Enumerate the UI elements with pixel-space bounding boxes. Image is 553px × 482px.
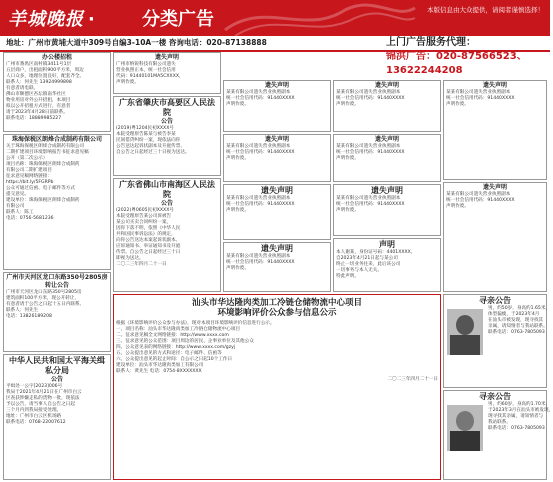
text-line: 联系电话：0763-7805093	[488, 426, 545, 431]
text-line: 五层商户，出租面积900平方米，周边	[6, 68, 84, 73]
ad-office-lease	[3, 52, 111, 132]
text-line: (2022)粤0605民初XXXX号	[116, 208, 174, 213]
text-line: 四、公众意见表的网络链接：http://www.xxxx.com/gzyj	[116, 345, 236, 350]
agent-label: 上门广告服务代理：	[386, 37, 476, 48]
text-line: 公开（第二次公示）	[6, 156, 48, 161]
text-line: 终止一切业务往来，此后该公司	[336, 262, 401, 267]
text-line: 公告送达起诉状副本及开庭传票，	[116, 144, 185, 149]
ad-body	[6, 62, 108, 92]
text-line: 某某有限公司遗失营业执照副本	[446, 192, 511, 197]
text-line: 本人谢某，身份证号码：4401XXXX，	[336, 250, 416, 255]
text-line: 有限公司	[6, 204, 25, 209]
text-line: 有限公司二期扩建项目	[6, 168, 52, 173]
ad-body	[116, 321, 438, 375]
ad-title: 广东省佛山市南海区人民法院	[119, 180, 215, 199]
ad-body	[336, 90, 438, 108]
text-line: 传票。自公告之日起经过三十日	[116, 250, 181, 255]
text-line: 统一社会信用代码：91440XXXX	[336, 96, 405, 101]
ad-date: 二〇二三年四月二十一日	[387, 377, 438, 382]
text-line: 声明作废。	[226, 266, 249, 271]
text-line: 提交意见。	[6, 192, 29, 197]
ad-title: 遗失声明	[154, 54, 179, 61]
text-line: 二〇二三年四月二十一日	[116, 262, 167, 267]
ad-subtitle: 公告	[160, 200, 173, 207]
ad-body	[6, 290, 108, 320]
text-line: 有意者请电联。	[6, 86, 39, 91]
ad-title: 寻亲公告	[479, 296, 511, 305]
text-line: 某某有限公司遗失营业执照副本	[226, 254, 291, 259]
text-line: 建设单位：珠海保税区朗烽合成制药	[6, 198, 80, 203]
text-line: 联系人：陈工	[6, 210, 34, 215]
ad-body	[116, 208, 218, 268]
text-line: 平缉处一公字[2023]006号	[6, 384, 63, 389]
ad-subtitle: 转让公告	[44, 282, 69, 289]
text-line: 广州市番禺区南村镇3411号1层	[6, 62, 72, 67]
ad-body	[116, 62, 218, 86]
text-line: 向你公告送达本案起诉状副本、	[116, 238, 181, 243]
text-line: 联系人：何先生 13924999898	[6, 80, 72, 85]
ad-body	[336, 250, 438, 280]
ad-body-2	[6, 92, 108, 122]
text-line: 某某有限公司遗失营业执照副本	[226, 196, 291, 201]
text-line: 广州市天河区龙口东路350号2805房	[6, 290, 82, 295]
text-line: 区查获涉嫌走私的货物一批，现依法	[6, 396, 80, 401]
text-line: 自公告之日起经过三十日视为送达。	[116, 150, 190, 155]
text-line: 公众可通过信函、电子邮件等方式	[6, 186, 75, 191]
text-line: 声明作废。	[336, 156, 359, 161]
text-line: 有意者请于公告之日起十五日内联系。	[6, 302, 85, 307]
disclaimer-notice: 本版信息由大众提供，请阅者谨慎选择！	[427, 6, 544, 14]
ad-body	[446, 90, 544, 108]
text-line: 本院受理原告某公司诉被告	[116, 214, 172, 219]
person-photo-2	[447, 405, 483, 451]
text-line: 本院受理原告陈某与被告李某	[116, 132, 176, 137]
agent-info	[386, 36, 546, 76]
text-line: 五、公众提出意见的方式和途径：电子邮件、信函等	[116, 351, 222, 356]
ad-title: 广州市天河区龙口东路350号2805房	[6, 274, 108, 281]
text-line: 声明作废。	[336, 208, 359, 213]
text-line: 统一社会信用代码：91440XXXX	[446, 198, 515, 203]
ad-body	[488, 402, 553, 432]
text-line: 电话：0756-5681236	[6, 216, 54, 221]
ad-subtitle: 公告	[50, 376, 63, 383]
text-line: 我局于2021年4月21日在广州市白云	[6, 390, 82, 395]
ad-loss-6	[333, 80, 441, 132]
ad-body	[226, 254, 328, 272]
text-line: 声明作废。	[116, 80, 139, 85]
text-line: 二期扩建项目环境影响报告书征求意见稿	[6, 150, 89, 155]
text-line: 声明作废。	[226, 102, 249, 107]
person-photo-1	[447, 309, 483, 355]
ad-subtitle: 公告	[160, 118, 173, 125]
ad-body	[6, 144, 108, 222]
ad-transfer-notice	[3, 272, 111, 352]
text-line: 统一社会信用代码：91440XXXX	[336, 202, 405, 207]
ad-missing-person-1	[443, 294, 551, 388]
text-line: 统一社会信用代码：91440XXXX	[226, 260, 295, 265]
agent-phone: 锦洪广告：020-87566523、13622244208	[386, 51, 527, 76]
ad-title: 遗失声明	[261, 244, 293, 253]
ad-body	[336, 144, 438, 162]
text-line: 特此声明。	[336, 274, 359, 279]
text-line: 统一社会信用代码：91440XXXX	[226, 96, 295, 101]
text-line: 请于2023年4月28日前联系。	[6, 110, 68, 115]
ad-body	[226, 144, 328, 162]
ad-court-gaoyao	[113, 96, 221, 176]
ad-loss-1	[113, 52, 221, 94]
text-line: 项目名称：珠海保税区朗烽合成制药	[6, 162, 80, 167]
text-line: 我站联系。	[488, 420, 511, 425]
text-line: 二、征求意见稿全文网络链接：http://www.xxxx.com	[116, 333, 229, 338]
ad-body	[446, 192, 544, 210]
ad-body	[116, 126, 218, 156]
section-title: 分类广告	[142, 9, 214, 30]
address-bar: 地址：广州市黄埔大道中309号自编3-10A一楼 咨询电话：020-87138888	[0, 36, 550, 52]
ad-title: 遗失声明	[374, 136, 399, 143]
ad-body	[488, 306, 551, 336]
text-line: 征求意见稿网络链接：	[6, 174, 52, 179]
text-line: 地址：广州市白云区机场路	[6, 414, 62, 419]
text-line: 某某有限公司遗失营业执照副本	[336, 144, 401, 149]
ad-title: 广东省肇庆市高要区人民法院	[119, 98, 215, 117]
ad-title: 遗失声明	[482, 184, 507, 191]
text-line: 声明作废。	[336, 102, 359, 107]
text-line: 统一社会信用代码：91440XXXX	[446, 96, 515, 101]
ad-body	[226, 90, 328, 108]
ad-loss-3	[223, 134, 331, 182]
ad-loss-7	[333, 134, 441, 182]
ad-environmental-notice	[113, 294, 441, 480]
text-line: 某某有限公司遗失营业执照副本	[336, 90, 401, 95]
text-line: 声明作废。	[226, 208, 249, 213]
text-line: 某某有限公司遗失营业执照副本	[226, 144, 291, 149]
ad-title: 遗失声明	[371, 186, 403, 195]
ad-loss-10	[443, 182, 547, 292]
text-line: 联系电话：18889985227	[6, 116, 62, 121]
text-line: 联系电话：0768-22007612	[6, 420, 66, 425]
ad-title: 遗失声明	[264, 82, 289, 89]
ad-statement	[333, 238, 441, 292]
text-line: 一切事务与本人无关。	[336, 268, 382, 273]
text-line: 营业执照正本，统一社会信用	[116, 68, 176, 73]
ad-title: 声明	[379, 240, 395, 249]
text-line: 广州市纳锐科技有限公司遗失	[116, 62, 176, 67]
text-line: 在汕头市被发现，现寻找其	[488, 318, 544, 323]
ad-court-nanhai	[113, 178, 221, 292]
text-line: (2019)粤1204民初XXXX号	[116, 126, 174, 131]
text-line: 某公司买卖合同纠纷一案，	[116, 220, 172, 225]
text-line: 某某有限公司遗失营业执照副本	[446, 90, 511, 95]
ad-customs-notice	[3, 354, 111, 480]
text-line: 佛山市顺德区杏坛镇南华社区	[6, 92, 66, 97]
text-line: 声明作废。	[226, 156, 249, 161]
brand-logo: 羊城晚报 ·	[8, 9, 96, 30]
decorative-swirl	[225, 0, 415, 36]
ad-body	[336, 196, 438, 214]
text-line: 联系人：黄先生 电话：0754-8XXXXXXX	[116, 369, 202, 374]
text-line: 男，约60岁，身高约1.70米，	[488, 402, 551, 407]
text-line: 于2023年3月在汕头市被发现，	[488, 408, 553, 413]
ad-title: 遗失声明	[482, 82, 507, 89]
ad-missing-person-2	[443, 390, 553, 480]
text-line: 现寻找其亲属，请知情者与	[488, 414, 544, 419]
ad-loss-8	[333, 184, 441, 236]
ad-loss-2	[223, 80, 331, 132]
ad-body	[6, 384, 108, 426]
text-line: 声明作废。	[446, 204, 469, 209]
ad-title: 遗失声明	[261, 186, 293, 195]
text-line: 予以公告，请当事人自公告之日起	[6, 402, 75, 407]
text-line: 共和国民事诉讼法》的规定，	[116, 232, 176, 237]
ad-body	[226, 196, 328, 214]
ad-title: 遗失声明	[374, 82, 399, 89]
ad-loss-4	[223, 184, 331, 240]
text-line: 关于珠海保税区朗烽合成制药有限公司	[6, 144, 85, 149]
text-line: 联系人：何先生	[6, 308, 39, 313]
ad-pharma-notice	[3, 134, 111, 270]
text-line: 根据《环境影响评价公众参与办法》，现对本项目环境影响评价信息进行公示。	[116, 321, 275, 326]
text-line: 建设单位：汕头市华达隆肉类加工有限公司	[116, 363, 204, 368]
text-line: 六、公众提出意见的起止时间：自公示之日起10个工作日	[116, 357, 233, 362]
text-line: 联系电话：0763-7805093	[488, 330, 545, 335]
text-line: https://bit.ly/5FGRPb	[6, 180, 54, 185]
text-line: 统一社会信用代码：91440XXXX	[336, 150, 405, 155]
text-line: 因你下落不明，依照《中华人民	[116, 226, 181, 231]
ad-title: 汕头市华达隆肉类加工冷链仓储物流中心项目	[191, 298, 362, 308]
text-line: 三个月内到我局接受处理。	[6, 408, 62, 413]
text-line: 体型偏瘦，于2023年4月	[488, 312, 540, 317]
text-line: 代码：91440101MA5CXXXX，	[116, 74, 184, 79]
text-line: 亲属，请知情者与我站联系。	[488, 324, 548, 329]
ad-title: 遗失声明	[264, 136, 289, 143]
text-line: 某某有限公司遗失营业执照副本	[226, 90, 291, 95]
text-line: 民间借贷纠纷一案，现依法向你	[116, 138, 181, 143]
text-line: 建筑面积100平方米，现公开转让，	[6, 296, 80, 301]
text-line: 拟以公开招租方式进行，有意者	[6, 104, 71, 109]
text-line: 男，约50岁，身高约1.65米，	[488, 306, 551, 311]
ad-title: 中华人民共和国太平海关缉私分局	[9, 356, 105, 375]
text-line: 即视为送达。	[116, 256, 144, 261]
text-line: 物业用房对外公开招租，本项目	[6, 98, 71, 103]
ad-title: 珠海保税区朗烽合成制药有限公司	[11, 136, 102, 143]
ad-loss-5	[223, 242, 331, 292]
text-line: 应诉通知书、举证通知书及开庭	[116, 244, 181, 249]
text-line: 三、征求意见的公众范围：项目周边的居民、企事业单位及其他公众	[116, 339, 254, 344]
text-line: 统一社会信用代码：91440XXXX	[226, 202, 295, 207]
text-line: 声明作废。	[446, 102, 469, 107]
ad-title: 办公楼招租	[41, 54, 72, 61]
text-line: 电话：13826189208	[6, 314, 52, 319]
ad-loss-9	[443, 80, 547, 180]
text-line: 某某有限公司遗失营业执照副本	[336, 196, 401, 201]
text-line: 自2023年4月21日起与某公司	[336, 256, 398, 261]
ad-title: 寻亲公告	[479, 392, 511, 401]
masthead	[0, 0, 550, 36]
ad-subtitle: 环境影响评价公众参与信息公示	[217, 308, 337, 318]
text-line: 一、项目名称：汕头市华达隆肉类加工冷链仓储物流中心项目	[116, 327, 241, 332]
text-line: 人口众多，地理位置良好，配套齐全。	[6, 74, 85, 79]
text-line: 统一社会信用代码：91440XXXX	[226, 150, 295, 155]
